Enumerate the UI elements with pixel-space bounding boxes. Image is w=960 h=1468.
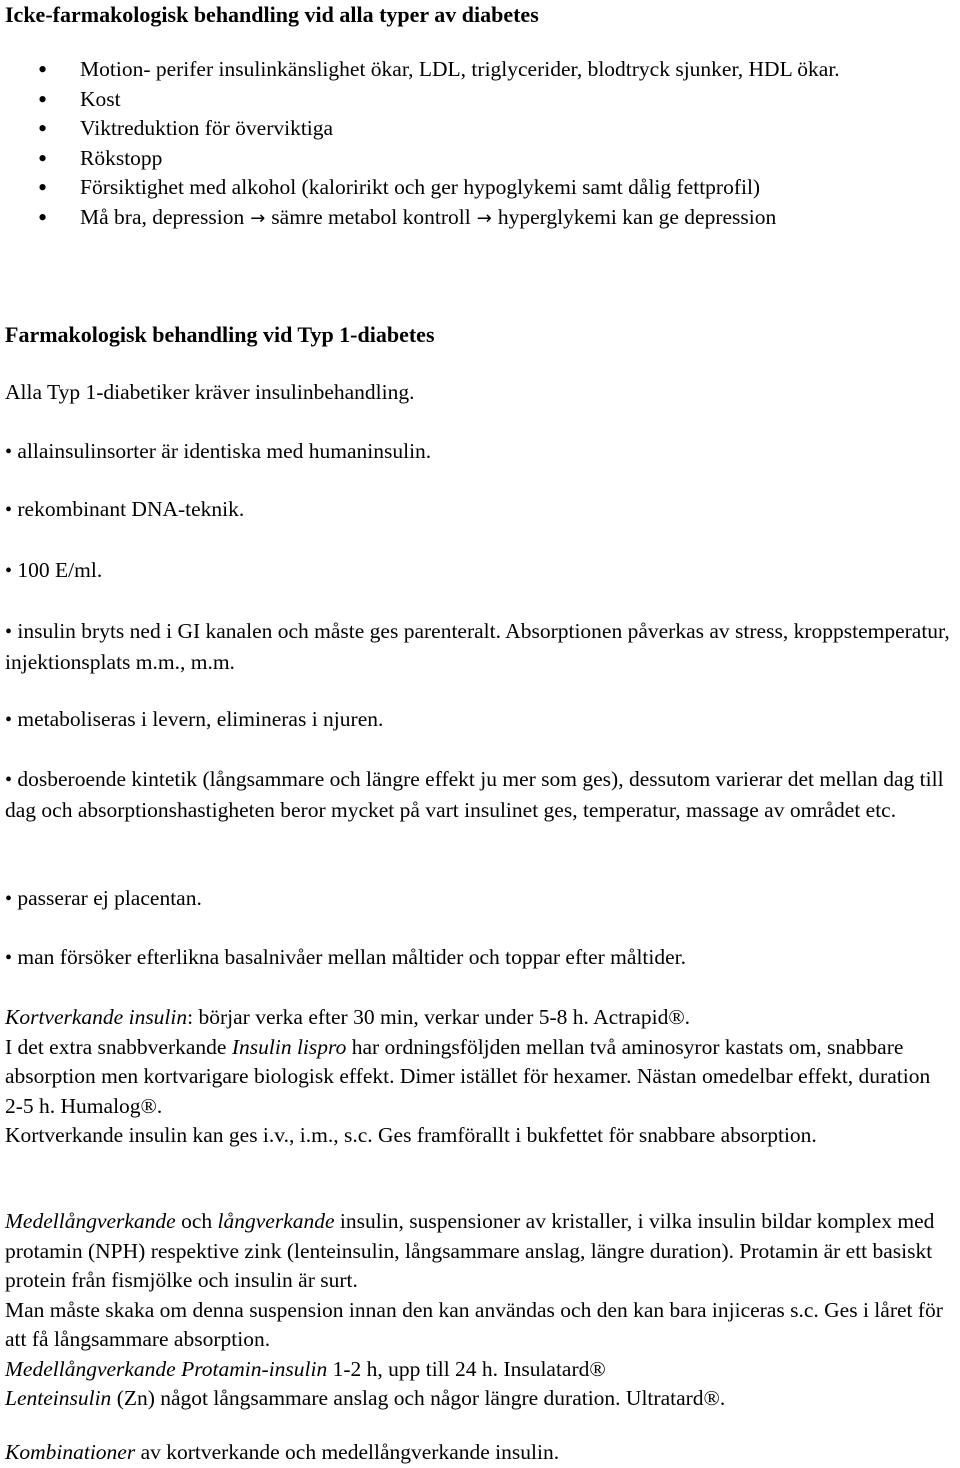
non-pharm-list xyxy=(0,55,940,233)
point-item: • metaboliseras i levern, elimineras i njuren. xyxy=(5,707,384,731)
list-item: • Motion- perifer insulinkänslighet ökar, LDL, triglycerider, blodtryck sjunker, HDL ökar. xyxy=(0,55,940,85)
short-acting-section: Kortverkande insulin: börjar verka efter 30 min, verkar under 5-8 h. Actrapid®. I det extra snabbverkande Insulin lispro har ordningsföljden mellan två aminosyror kastats om, snabbare absorption men kortvarigare biologisk effekt. Dimer istället för hexamer. Nästan omedelbar effekt, duration 2-5 h. Humalog®. Kortverkande insulin kan ges i.v., i.m., s.c. Ges framförallt i bukfettet för snabbare absorption. xyxy=(5,1005,931,1147)
intro-text: Alla Typ 1-diabetiker kräver insulinbehandling. xyxy=(5,380,415,404)
point-item: • insulin bryts ned i GI kanalen och måste ges parenteralt. Absorptionen påverkas av stress, kroppstemperatur, injektionsplats m.m., m.m. xyxy=(5,619,950,674)
point-item: • dosberoende kintetik (långsammare och längre effekt ju mer som ges), dessutom varierar det mellan dag till dag och absorptionshastigheten beror mycket på vart insulinet ges, temperatur, massage av området etc. xyxy=(5,767,944,822)
point-item: • allainsulinsorter är identiska med humaninsulin. xyxy=(5,439,432,463)
arrow-icon: → xyxy=(250,207,266,229)
point-item: • rekombinant DNA-teknik. xyxy=(5,497,245,521)
heading-non-pharmacological: Icke-farmakologisk behandling vid alla typer av diabetes xyxy=(5,2,539,27)
heading-pharmacological: Farmakologisk behandling vid Typ 1-diabetes xyxy=(5,322,435,347)
point-item: • 100 E/ml. xyxy=(5,558,103,582)
arrow-icon: → xyxy=(476,207,492,229)
list-item: • Må bra, depression → sämre metabol kontroll → hyperglykemi kan ge depression xyxy=(0,203,940,234)
combination-text: Kombinationer av kortverkande och medellångverkande insulin. xyxy=(5,1440,560,1464)
point-item: • man försöker efterlikna basalnivåer mellan måltider och toppar efter måltider. xyxy=(5,945,687,969)
point-item: • passerar ej placentan. xyxy=(5,886,202,910)
list-item: • Kost xyxy=(0,85,940,115)
list-item: • Försiktighet med alkohol (kaloririkt och ger hypoglykemi samt dålig fettprofil) xyxy=(0,173,940,203)
list-item: • Rökstopp xyxy=(0,144,940,174)
list-item: • Viktreduktion för överviktiga xyxy=(0,114,940,144)
long-acting-section: Medellångverkande och långverkande insulin, suspensioner av kristaller, i vilka insulin bildar komplex med protamin (NPH) respektive zink (lenteinsulin, långsammare anslag, längre duration). Protamin är ett basiskt protein från fismjölke och insulin är surt. Man måste skaka om denna suspension innan den kan användas och den kan bara injiceras s.c. Ges i låret för att få långsammare absorption. Medellångverkande Protamin-insulin 1-2 h, upp till 24 h. Insulatard® Lenteinsulin (Zn) något långsammare anslag och någor längre duration. Ultratard®. xyxy=(5,1209,943,1410)
